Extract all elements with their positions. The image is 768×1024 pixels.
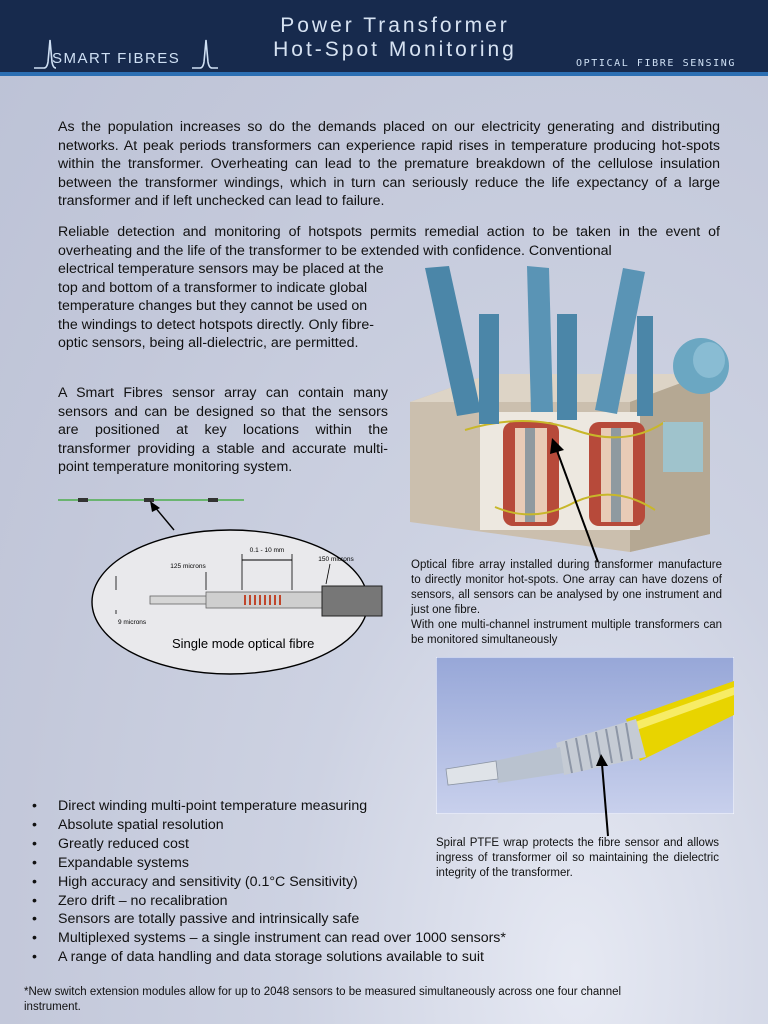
feature-item: • Expandable systems — [30, 854, 570, 873]
intro-paragraph-2b: electrical temperature sensors may be placed at the top and bottom of a transformer to indicate global temperature changes but they cannot be used on the windings to detect hotspots directly. Only fibre-optic sensors, being all-dielectric, are permitted. — [58, 261, 384, 352]
feature-item: • Absolute spatial resolution — [30, 816, 570, 835]
intro-paragraph-1: As the population increases so do the demands placed on our electricity generating and distributing networks. At peak periods transformers can experience rapid rises in temperature producing hot-spots within the transformer. Overheating can lead to the premature breakdown of the cellulose insulation between the transformer windings, which in turn can seriously reduce the life expectancy of a large transformer and if left unchecked can lead to failure. — [58, 119, 720, 210]
feature-item: • Zero drift – no recalibration — [30, 892, 570, 911]
bushing-3 — [527, 266, 553, 412]
ptfe-cable-image — [436, 657, 734, 814]
feature-item: • Greatly reduced cost — [30, 835, 570, 854]
caption-transformer: Optical fibre array installed during transformer manufacture to directly monitor hot-spots. One array can have dozens of sensors, all sensors can be analysed by one instrument and just one fibre. With one multi-channel instrument multiple transformers can be monitored simultaneously — [411, 559, 722, 646]
footnote: *New switch extension modules allow for up to 2048 sensors to be measured simultaneously across one four channel instrument. — [24, 986, 622, 1013]
caption-ptfe: Spiral PTFE wrap protects the fibre sensor and allows ingress of transformer oil so maintaining the dielectric integrity of the transformer. — [436, 837, 719, 879]
bushing-6 — [637, 316, 653, 416]
label-150-microns: 150 microns — [318, 556, 354, 563]
sensor-mark-2 — [144, 498, 154, 502]
logo-text: SMART FIBRES — [52, 50, 181, 67]
tagline: OPTICAL FIBRE SENSING — [575, 58, 736, 69]
sensor-mark-1 — [78, 498, 88, 502]
feature-item: • A range of data handling and data storage solutions available to suit — [30, 948, 570, 967]
feature-list — [30, 797, 570, 967]
page-title: Power Transformer Hot-Spot Monitoring — [273, 14, 517, 61]
feature-item: • Direct winding multi-point temperature measuring — [30, 797, 570, 816]
feature-item: • Sensors are totally passive and intrinsically safe — [30, 910, 570, 929]
sensor-mark-3 — [208, 498, 218, 502]
label-9-microns: 9 microns — [118, 619, 147, 626]
header-accent-bar — [0, 72, 768, 76]
zoom-pointer — [154, 506, 174, 530]
feature-item: • Multiplexed systems – a single instrument can read over 1000 sensors* — [30, 929, 570, 948]
bushing-4 — [557, 314, 577, 420]
label-125-microns: 125 microns — [170, 563, 206, 570]
fibre-diagram-title: Single mode optical fibre — [172, 636, 315, 651]
fibre-connector — [322, 586, 382, 616]
label-gap: 0.1 - 10 mm — [249, 547, 285, 554]
pointer-arrow-transformer — [540, 436, 610, 566]
feature-item: • High accuracy and sensitivity (0.1°C Sensitivity) — [30, 873, 570, 892]
bushing-1 — [425, 266, 481, 416]
intro-paragraph-3: A Smart Fibres sensor array can contain many sensors and can be designed so that the sensors are positioned at key locations within the transformer providing a stable and accurate multi-point temperature monitoring system. — [58, 385, 388, 476]
bushing-2 — [479, 314, 499, 424]
pointer-arrow-ptfe — [592, 752, 618, 838]
side-terminal-box — [663, 422, 703, 472]
fibre-diagram — [58, 490, 398, 675]
intro-paragraph-2a: Reliable detection and monitoring of hotspots permits remedial action to be taken in the event of overheating and the life of the transformer to be extended with confidence. Conventional — [58, 224, 720, 259]
